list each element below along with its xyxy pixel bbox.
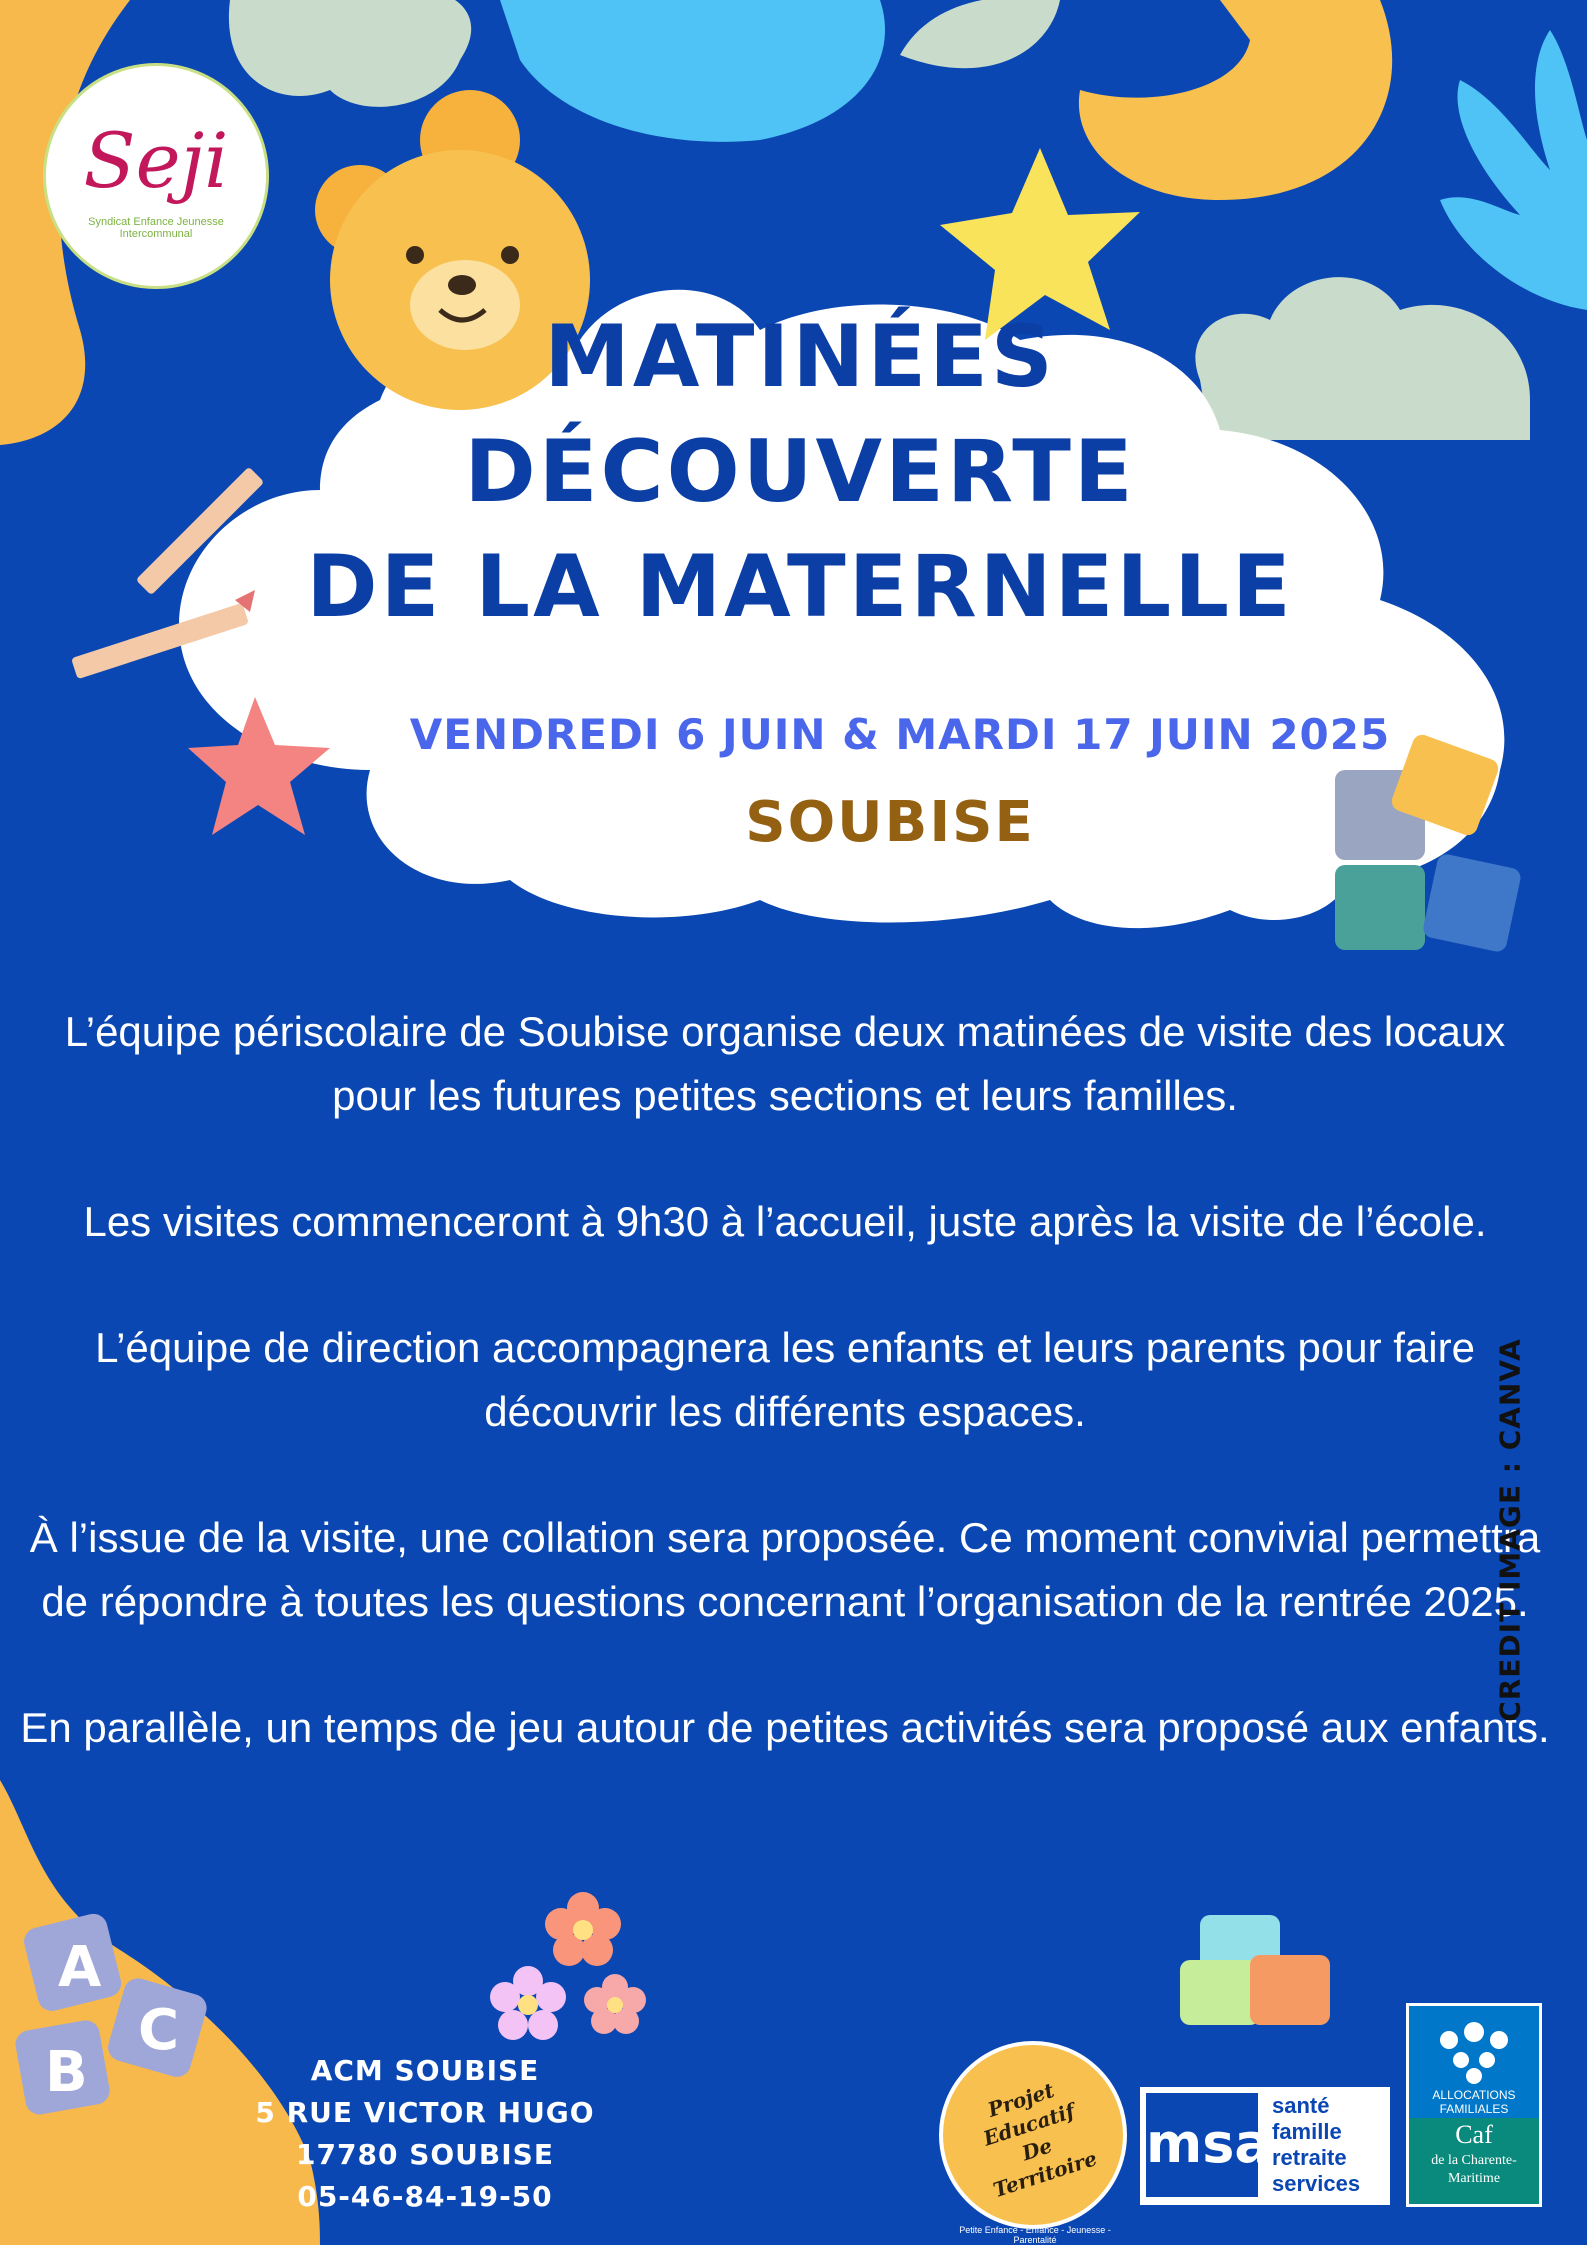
title-line-3: DE LA MATERNELLE xyxy=(306,537,1294,637)
caf-logo-bottom xyxy=(1409,2118,1539,2204)
pedt-logo-ring: Petite Enfance - Enfance - Jeunesse - Parentalité xyxy=(959,2225,1111,2245)
address-block xyxy=(240,2050,610,2218)
address-line-2: 5 RUE VICTOR HUGO xyxy=(255,2096,595,2129)
lego-blocks xyxy=(1180,1915,1330,2025)
image-credit: CREDIT IMAGE : CANVA xyxy=(1493,1338,1527,1722)
body-text xyxy=(20,1000,1550,1822)
seji-logo-tagline: Syndicat Enfance Jeunesse Intercommunal xyxy=(88,216,224,240)
seji-logo-name: Seji xyxy=(83,116,229,205)
caf-logo xyxy=(1406,2003,1542,2207)
msa-word-4: services xyxy=(1272,2171,1361,2196)
title-line-2: DÉCOUVERTE xyxy=(464,422,1136,522)
msa-mark: msa xyxy=(1146,2093,1258,2197)
paragraph-1: L’équipe périscolaire de Soubise organise deux matinées de visite des locaux pour les futures petites sections et leurs familles. xyxy=(64,1008,1506,1119)
block-letter-a: A xyxy=(58,1935,102,2000)
msa-logo xyxy=(1138,2085,1392,2207)
msa-word-1: santé xyxy=(1272,2093,1330,2118)
caf-logo-top-text: ALLOCATIONS FAMILIALES xyxy=(1432,2088,1516,2116)
green-leaf-top xyxy=(900,0,1060,68)
flowers xyxy=(490,1892,646,2040)
moon xyxy=(1079,0,1392,200)
caf-logo-top xyxy=(1409,2006,1539,2118)
seji-logo xyxy=(43,63,269,289)
event-dates: VENDREDI 6 JUIN & MARDI 17 JUIN 2025 xyxy=(409,710,1391,759)
msa-words xyxy=(1272,2093,1360,2197)
address-line-3: 17780 SOUBISE xyxy=(296,2138,554,2171)
paragraph-2: Les visites commenceront à 9h30 à l’accueil, juste après la visite de l’école. xyxy=(83,1198,1487,1245)
msa-word-2: famille xyxy=(1272,2119,1342,2144)
address-phone: 05-46-84-19-50 xyxy=(297,2180,553,2213)
caf-family-icon xyxy=(1409,2012,1539,2092)
main-title xyxy=(300,300,1300,645)
event-place: SOUBISE xyxy=(745,790,1035,855)
paragraph-3: L’équipe de direction accompagnera les enfants et leurs parents pour faire découvrir les différents espaces. xyxy=(95,1324,1475,1435)
msa-word-3: retraite xyxy=(1272,2145,1347,2170)
blue-leaves-top-right xyxy=(1440,0,1587,310)
title-line-1: MATINÉES xyxy=(544,307,1056,407)
paragraph-5: En parallèle, un temps de jeu autour de petites activités sera proposé aux enfants. xyxy=(20,1704,1550,1751)
caf-logo-region: de la Charente-Maritime xyxy=(1431,2153,1517,2186)
address-line-1: ACM SOUBISE xyxy=(310,2054,540,2087)
green-cloud-top-left xyxy=(229,0,471,107)
caf-logo-name: Caf xyxy=(1455,2120,1493,2149)
paragraph-4: À l’issue de la visite, une collation sera proposée. Ce moment convivial permettra de répondre à toutes les questions concernant l’organisation de la rentrée 2025. xyxy=(29,1514,1541,1625)
pedt-logo-text: Projet Educatif De Territoire xyxy=(980,2077,1100,2203)
blue-shape-top xyxy=(500,0,885,142)
block-letter-c: C xyxy=(138,1998,180,2063)
block-letter-b: B xyxy=(45,2040,88,2105)
